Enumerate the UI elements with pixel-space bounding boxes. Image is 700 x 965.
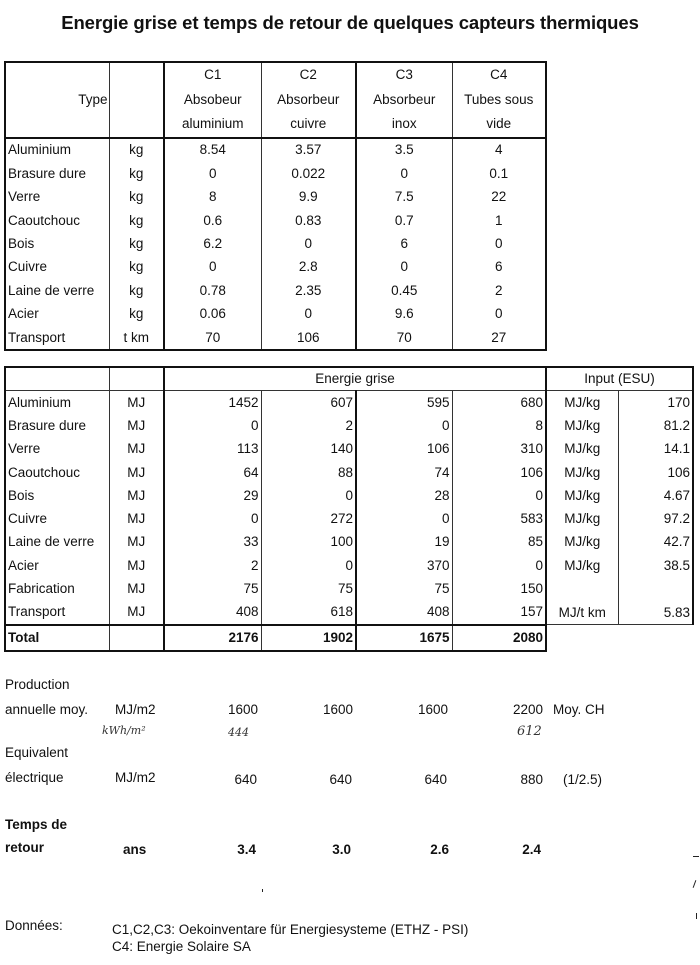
cell-c2: 0 bbox=[261, 484, 356, 507]
input-unit: MJ/kg bbox=[546, 414, 618, 437]
input-value: 97.2 bbox=[618, 507, 693, 530]
row-unit: MJ bbox=[109, 507, 164, 530]
table-row bbox=[5, 186, 546, 209]
col-name-c3: Absorbeur bbox=[356, 88, 452, 113]
equivalent-c4: 880 bbox=[520, 772, 543, 787]
row-unit: MJ bbox=[109, 531, 164, 554]
input-value: 81.2 bbox=[618, 414, 693, 437]
cell-c1: 0 bbox=[164, 162, 261, 185]
cell-c3: 6 bbox=[356, 232, 452, 255]
cell-c3: 0 bbox=[356, 162, 452, 185]
payback-c3: 2.6 bbox=[430, 842, 449, 857]
row-label: Fabrication bbox=[5, 577, 109, 600]
table-row bbox=[5, 414, 693, 437]
payback-c2: 3.0 bbox=[332, 842, 351, 857]
input-unit: MJ/kg bbox=[546, 438, 618, 461]
cell-c3: 9.6 bbox=[356, 303, 452, 326]
row-label: Transport bbox=[5, 601, 109, 625]
total-c4: 2080 bbox=[452, 625, 546, 651]
cell-c4: 27 bbox=[491, 329, 507, 345]
cell-c4: 583 bbox=[452, 507, 546, 530]
input-unit: MJ/kg bbox=[546, 531, 618, 554]
unit-header bbox=[109, 367, 164, 391]
cell-c3: 0.45 bbox=[356, 279, 452, 302]
col-name-c1: Absobeur bbox=[164, 88, 261, 113]
row-label: Acier bbox=[5, 554, 109, 577]
row-label: Verre bbox=[5, 438, 109, 461]
scan-speck bbox=[262, 889, 263, 892]
total-c3: 1675 bbox=[356, 625, 452, 651]
handwritten-c1-kwh: 444 bbox=[228, 726, 249, 739]
table-row bbox=[5, 138, 546, 162]
cell-c4: 680 bbox=[452, 391, 546, 415]
cell-c2: 140 bbox=[261, 438, 356, 461]
row-unit: MJ bbox=[109, 438, 164, 461]
cell-c3: 0 bbox=[356, 414, 452, 437]
cell-c2: 75 bbox=[261, 577, 356, 600]
table-row bbox=[5, 554, 693, 577]
cell-c3: 70 bbox=[356, 326, 452, 350]
row-unit: kg bbox=[109, 303, 164, 326]
table-row bbox=[5, 438, 693, 461]
embodied-energy-table bbox=[4, 366, 694, 652]
input-unit bbox=[546, 577, 618, 600]
cell-c1: 1452 bbox=[164, 391, 261, 415]
cell-c1: 6.2 bbox=[164, 232, 261, 255]
cell-c2: 2 bbox=[261, 414, 356, 437]
row-label: Bois bbox=[5, 232, 109, 255]
cell-c2: 0 bbox=[261, 232, 356, 255]
equivalent-c1: 640 bbox=[234, 772, 257, 787]
cell-c2: 272 bbox=[261, 507, 356, 530]
cell-c4: 0.1 bbox=[489, 165, 509, 181]
total-label: Total bbox=[5, 625, 109, 651]
cell-c3: 75 bbox=[356, 577, 452, 600]
production-c2: 1600 bbox=[322, 702, 353, 717]
sources-label: Données: bbox=[5, 918, 63, 933]
cell-c3: 0.7 bbox=[356, 209, 452, 232]
input-unit: MJ/kg bbox=[546, 554, 618, 577]
cell-c1: 0.06 bbox=[164, 303, 261, 326]
cell-c2: 607 bbox=[261, 391, 356, 415]
production-label-2: annuelle moy. bbox=[5, 702, 89, 717]
cell-c1: 0.6 bbox=[164, 209, 261, 232]
cell-c4: 4 bbox=[494, 142, 503, 158]
cell-c3: 7.5 bbox=[356, 186, 452, 209]
cell-c4: 22 bbox=[491, 189, 507, 205]
row-label: Aluminium bbox=[5, 138, 109, 162]
energie-grise-header: Energie grise bbox=[164, 367, 546, 391]
row-unit: MJ bbox=[109, 461, 164, 484]
cell-c4: 106 bbox=[452, 461, 546, 484]
col-code-c1: C1 bbox=[164, 62, 261, 88]
cell-c2: 0 bbox=[261, 303, 356, 326]
empty-cell bbox=[546, 625, 618, 651]
cell-c1: 0.78 bbox=[164, 279, 261, 302]
input-value: 170 bbox=[618, 391, 693, 415]
cell-c1: 8 bbox=[164, 186, 261, 209]
input-value: 5.83 bbox=[618, 601, 693, 625]
row-label: Laine de verre bbox=[5, 279, 109, 302]
row-unit: kg bbox=[109, 138, 164, 162]
row-unit: MJ bbox=[109, 577, 164, 600]
cell-c2: 9.9 bbox=[261, 186, 356, 209]
cell-c1: 75 bbox=[164, 577, 261, 600]
row-label: Laine de verre bbox=[5, 531, 109, 554]
handwritten-kwh-unit: kWh/m² bbox=[102, 724, 146, 737]
cell-c4: 8 bbox=[452, 414, 546, 437]
cell-c1: 64 bbox=[164, 461, 261, 484]
cell-c1: 0 bbox=[164, 507, 261, 530]
total-row bbox=[5, 625, 693, 651]
col-code-c2: C2 bbox=[261, 62, 356, 88]
cell-c4: 6 bbox=[494, 259, 503, 275]
cell-c2: 0.022 bbox=[261, 162, 356, 185]
row-label: Cuivre bbox=[5, 256, 109, 279]
row-unit: MJ bbox=[109, 484, 164, 507]
row-label: Cuivre bbox=[5, 507, 109, 530]
page-title: Energie grise et temps de retour de quelques capteurs thermiques bbox=[61, 12, 639, 33]
row-label: Bois bbox=[5, 484, 109, 507]
cell-c1: 113 bbox=[164, 438, 261, 461]
equivalent-label-2: électrique bbox=[5, 770, 64, 785]
input-value bbox=[618, 577, 693, 600]
row-unit: kg bbox=[109, 209, 164, 232]
scan-speck bbox=[693, 880, 697, 888]
row-label: Acier bbox=[5, 303, 109, 326]
cell-c2: 3.57 bbox=[261, 138, 356, 162]
col-code-c4: C4 bbox=[490, 67, 508, 83]
table-row bbox=[5, 326, 546, 350]
scan-speck bbox=[693, 856, 699, 857]
unit-header bbox=[109, 62, 164, 138]
cell-c3: 370 bbox=[356, 554, 452, 577]
cell-c4: 0 bbox=[452, 554, 546, 577]
col-name-c2: Absorbeur bbox=[261, 88, 356, 113]
row-label: Brasure dure bbox=[5, 162, 109, 185]
cell-c3: 595 bbox=[356, 391, 452, 415]
cell-c3: 106 bbox=[356, 438, 452, 461]
cell-c2: 106 bbox=[261, 326, 356, 350]
sources-line-1: C1,C2,C3: Oekoinventare für Energiesysteme (ETHZ - PSI) bbox=[112, 922, 469, 937]
row-unit: kg bbox=[109, 232, 164, 255]
col-sub-c1: aluminium bbox=[164, 112, 261, 138]
materials-table bbox=[4, 61, 547, 351]
total-c2: 1902 bbox=[261, 625, 356, 651]
equivalent-c3: 640 bbox=[424, 772, 447, 787]
production-c3: 1600 bbox=[417, 702, 448, 717]
cell-c3: 28 bbox=[356, 484, 452, 507]
table-row bbox=[5, 279, 546, 302]
type-header: Type bbox=[5, 62, 109, 138]
empty-cell bbox=[618, 625, 693, 651]
cell-c4: 0 bbox=[494, 236, 503, 252]
cell-c4: 310 bbox=[452, 438, 546, 461]
input-unit: MJ/kg bbox=[546, 484, 618, 507]
table-row bbox=[5, 601, 693, 625]
row-label: Caoutchouc bbox=[5, 461, 109, 484]
cell-c3: 3.5 bbox=[356, 138, 452, 162]
table-row bbox=[5, 209, 546, 232]
row-unit: kg bbox=[109, 256, 164, 279]
payback-unit: ans bbox=[123, 842, 147, 857]
cell-c2: 618 bbox=[261, 601, 356, 625]
table-row bbox=[5, 232, 546, 255]
production-c1: 1600 bbox=[227, 702, 258, 717]
cell-c3: 74 bbox=[356, 461, 452, 484]
input-value: 106 bbox=[618, 461, 693, 484]
cell-c4: 85 bbox=[452, 531, 546, 554]
cell-c1: 8.54 bbox=[164, 138, 261, 162]
input-esu-header: Input (ESU) bbox=[546, 367, 693, 391]
cell-c1: 0 bbox=[164, 256, 261, 279]
table-row bbox=[5, 484, 693, 507]
cell-c4: 150 bbox=[452, 577, 546, 600]
col-sub-c2: cuivre bbox=[261, 112, 356, 138]
row-unit: kg bbox=[109, 279, 164, 302]
row-label: Verre bbox=[5, 186, 109, 209]
table-row bbox=[5, 391, 693, 415]
col-name-c4: Tubes sous bbox=[464, 91, 534, 107]
table-row bbox=[5, 303, 546, 326]
cell-c1: 0 bbox=[164, 414, 261, 437]
table-row bbox=[5, 162, 546, 185]
total-c1: 2176 bbox=[164, 625, 261, 651]
scan-speck bbox=[696, 913, 697, 919]
cell-c3: 0 bbox=[356, 507, 452, 530]
label-header bbox=[5, 367, 109, 391]
handwritten-c4-kwh: 612 bbox=[517, 724, 542, 739]
row-label: Caoutchouc bbox=[5, 209, 109, 232]
table-row bbox=[5, 577, 693, 600]
table-row bbox=[5, 531, 693, 554]
production-label-1: Production bbox=[5, 677, 70, 692]
cell-c2: 2.35 bbox=[261, 279, 356, 302]
table-row bbox=[5, 256, 546, 279]
total-unit bbox=[109, 625, 164, 651]
row-unit: MJ bbox=[109, 601, 164, 625]
payback-c1: 3.4 bbox=[237, 842, 256, 857]
sources-line-2: C4: Energie Solaire SA bbox=[112, 939, 251, 954]
cell-c1: 2 bbox=[164, 554, 261, 577]
input-value: 42.7 bbox=[618, 531, 693, 554]
input-value: 14.1 bbox=[618, 438, 693, 461]
row-label: Aluminium bbox=[5, 391, 109, 415]
production-c4: 2200 bbox=[512, 702, 543, 717]
cell-c4: 0 bbox=[494, 306, 503, 322]
input-unit: MJ/kg bbox=[546, 461, 618, 484]
row-unit: MJ bbox=[109, 391, 164, 415]
cell-c1: 29 bbox=[164, 484, 261, 507]
col-code-c3: C3 bbox=[356, 62, 452, 88]
row-unit: MJ bbox=[109, 414, 164, 437]
row-unit: MJ bbox=[109, 554, 164, 577]
input-unit: MJ/kg bbox=[546, 391, 618, 415]
payback-label-2: retour bbox=[5, 840, 45, 855]
col-sub-c3: inox bbox=[356, 112, 452, 138]
row-unit: t km bbox=[109, 326, 164, 350]
col-sub-c4: vide bbox=[452, 112, 546, 138]
cell-c1: 70 bbox=[164, 326, 261, 350]
input-value: 4.67 bbox=[618, 484, 693, 507]
cell-c2: 0.83 bbox=[261, 209, 356, 232]
equivalent-unit: MJ/m2 bbox=[115, 770, 156, 785]
cell-c2: 100 bbox=[261, 531, 356, 554]
cell-c4: 0 bbox=[452, 484, 546, 507]
cell-c3: 19 bbox=[356, 531, 452, 554]
row-unit: kg bbox=[109, 162, 164, 185]
cell-c4: 157 bbox=[452, 601, 546, 625]
table-row bbox=[5, 507, 693, 530]
equivalent-c2: 640 bbox=[329, 772, 352, 787]
input-unit: MJ/t km bbox=[546, 601, 618, 625]
row-unit: kg bbox=[109, 186, 164, 209]
cell-c1: 408 bbox=[164, 601, 261, 625]
cell-c2: 0 bbox=[261, 554, 356, 577]
row-label: Transport bbox=[5, 326, 109, 350]
cell-c4: 1 bbox=[494, 212, 503, 228]
cell-c1: 33 bbox=[164, 531, 261, 554]
cell-c3: 408 bbox=[356, 601, 452, 625]
payback-c4: 2.4 bbox=[522, 842, 541, 857]
table-row bbox=[5, 461, 693, 484]
input-unit: MJ/kg bbox=[546, 507, 618, 530]
row-label: Brasure dure bbox=[5, 414, 109, 437]
production-note: Moy. CH bbox=[553, 702, 605, 717]
cell-c4: 2 bbox=[494, 282, 503, 298]
input-value: 38.5 bbox=[618, 554, 693, 577]
cell-c2: 2.8 bbox=[261, 256, 356, 279]
equivalent-label-1: Equivalent bbox=[5, 745, 69, 760]
payback-label-1: Temps de bbox=[5, 817, 68, 832]
cell-c3: 0 bbox=[356, 256, 452, 279]
cell-c2: 88 bbox=[261, 461, 356, 484]
production-unit: MJ/m2 bbox=[115, 702, 156, 717]
equivalent-note: (1/2.5) bbox=[563, 772, 603, 787]
